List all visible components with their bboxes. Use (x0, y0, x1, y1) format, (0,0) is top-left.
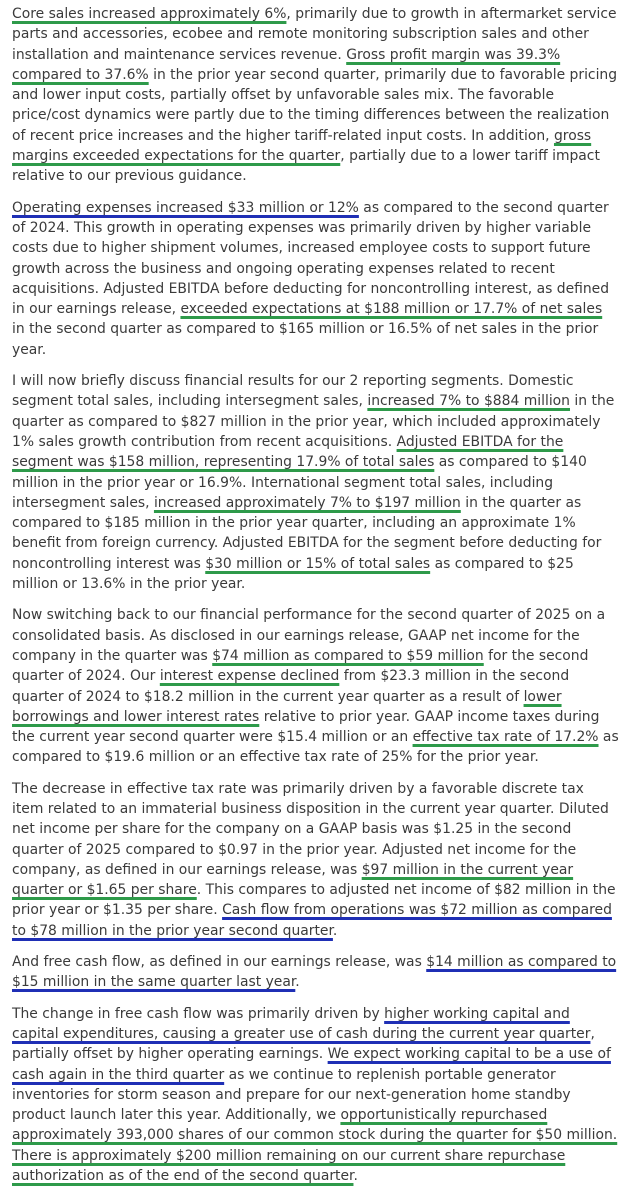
text-segment: as compared to $25 million or 13.6% in the prior year. (12, 555, 574, 593)
text-segment: as compared to $140 million in the prior year or 16.9%. International segment total sales, including intersegment sales, (12, 454, 587, 511)
text-segment: relative to prior year. GAAP income taxes during the current year second quarter were $15.4 million or an (12, 708, 600, 746)
highlight-international-sales: increased approximately 7% to $197 million (153, 494, 461, 511)
text-segment: in the prior year second quarter, primarily due to favorable pricing and lower input costs, partially offset by unfavorable sales mix. The favorable price/cost dynamics were partly due to the timing differences between the realization of recent price increases and the higher tariff-related input costs. In addition, (12, 66, 618, 144)
paragraph-core-sales (12, 4, 619, 187)
text-segment: And free cash flow, as defined in our earnings release, was (12, 954, 427, 971)
highlight-gross-profit-margin: Gross profit margin was 39.3% compared to 37.6% (12, 46, 561, 83)
text-segment: The change in free cash flow was primarily driven by (12, 1005, 385, 1022)
text-segment: , partially due to a lower tariff impact relative to our previous guidance. (12, 148, 600, 185)
text-segment: from $23.3 million in the second quarter of 2024 to $18.2 million in the current year quarter as a result of (12, 668, 570, 705)
highlight-international-ebitda: $30 million or 15% of total sales (205, 555, 431, 572)
text-segment: The decrease in effective tax rate was primarily driven by a favorable discrete tax item related to an immaterial business disposition in the current year quarter. Diluted net income per share for the company on a GAAP basis was $1.25 in the second quarter of 2025 compared to $0.97 in the prior year. Adjusted net income for the company, as defined in our earnings release, was (12, 780, 609, 878)
highlight-adjusted-ebitda: exceeded expectations at $188 million or 17.7% of net sales (180, 301, 603, 318)
paragraph-working-capital (12, 1004, 619, 1186)
text-segment: in the quarter as compared to $827 million in the prior year, which included approximately 1% sales growth contribution from recent acquisitions. (12, 393, 615, 450)
text-segment: . This compares to adjusted net income of $82 million in the prior year or $1.35 per share. (12, 882, 616, 919)
text-segment: as compared to the second quarter of 2024. This growth in operating expenses was primarily driven by higher variable costs due to higher shipment volumes, increased employee costs to support future growth across the business and ongoing operating expenses related to recent acquisitions. Adjusted EBITDA before deducting for noncontrolling interest, as defined in our earnings release, (12, 199, 610, 318)
highlight-lower-borrowings: lower borrowings and lower interest rates (12, 688, 562, 725)
highlight-interest-expense: interest expense declined (159, 668, 340, 685)
highlight-cash-flow-operations: Cash flow from operations was $72 million as compared to $78 million in the prior year second quarter (12, 902, 612, 939)
highlight-domestic-sales: increased 7% to $884 million (367, 393, 570, 410)
highlight-core-sales: Core sales increased approximately 6% (12, 6, 287, 22)
text-segment: , partially offset by higher operating earnings. (12, 1025, 595, 1063)
paragraph-segments (12, 371, 619, 594)
paragraph-operating-expenses (12, 198, 619, 360)
highlight-domestic-ebitda: Adjusted EBITDA for the segment was $158 million, representing 17.9% of total sales (12, 433, 564, 471)
highlight-working-capital-outlook: We expect working capital to be a use of cash again in the third quarter (12, 1046, 611, 1083)
paragraph-tax-rate (12, 779, 619, 941)
text-segment: in the second quarter as compared to $165 million or 16.5% of net sales in the prior year. (12, 321, 599, 358)
text-segment: for the second quarter of 2024. Our (12, 647, 589, 685)
highlight-tax-rate: effective tax rate of 17.2% (412, 729, 599, 746)
highlight-operating-expenses: Operating expenses increased $33 million or 12% (12, 199, 359, 216)
highlight-adjusted-net-income: $97 million in the current year quarter or $1.65 per share (12, 861, 574, 899)
highlight-share-repurchase: opportunistically repurchased approximately 393,000 shares of our common stock during the quarter for $50 million. There is approximately $200 million remaining on our current share repurchase authorization as of the end of the second quarter (12, 1107, 618, 1185)
text-segment: as we continue to replenish portable generator inventories for storm season and prepare for our next-generation home standby product launch later this year. Additionally, we (12, 1066, 571, 1124)
text-segment: . (295, 974, 300, 991)
paragraph-consolidated (12, 605, 619, 767)
text-segment: in the quarter as compared to $185 million in the prior year quarter, including an approximate 1% benefit from foreign currency. Adjusted EBITDA for the segment before deducting for noncontrolling interest was (12, 494, 602, 572)
text-segment: Now switching back to our financial performance for the second quarter of 2025 on a consolidated basis. As disclosed in our earnings release, GAAP net income for the company in the quarter was (12, 607, 606, 664)
text-segment: I will now briefly discuss financial results for our 2 reporting segments. Domestic segment total sales, including intersegment sales, (12, 373, 574, 410)
highlight-gross-margins-exceeded: gross margins exceeded expectations for the quarter (12, 127, 592, 165)
text-segment: . (332, 922, 338, 939)
text-segment: as compared to $19.6 million or an effective tax rate of 25% for the prior year. (12, 729, 619, 766)
text-segment: , primarily due to growth in aftermarket service parts and accessories, ecobee and remote monitoring subscription sales and other installation and maintenance services revenue. (12, 6, 617, 63)
highlight-free-cash-flow: $14 million as compared to $15 million in the same quarter last year (12, 954, 617, 991)
text-segment: . (353, 1168, 358, 1185)
highlight-net-income: $74 million as compared to $59 million (212, 647, 484, 664)
highlight-working-capital: higher working capital and capital expenditures, causing a greater use of cash during the current year quarter (12, 1005, 591, 1042)
paragraph-free-cash-flow (12, 952, 619, 993)
